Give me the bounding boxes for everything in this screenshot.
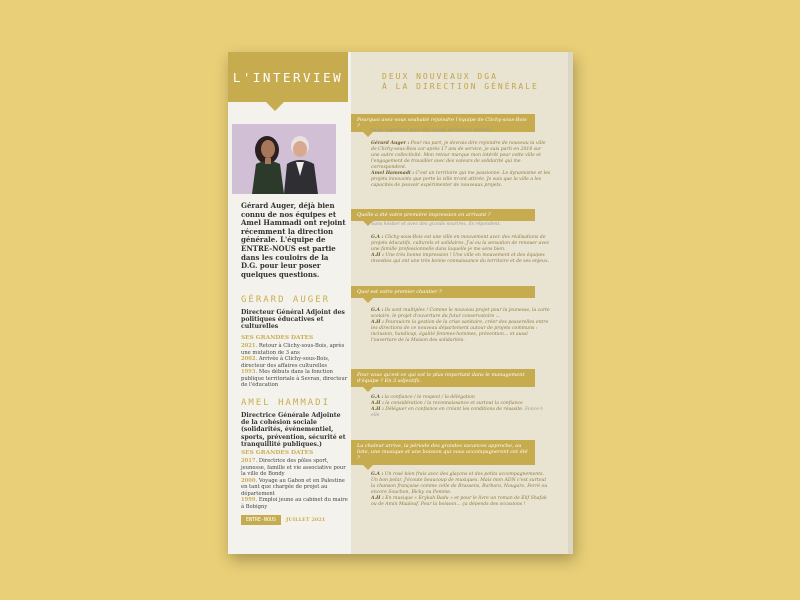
- answer: [371, 253, 551, 265]
- question-bubble: [351, 440, 535, 465]
- speaker: G.A :: [371, 308, 384, 313]
- answer-text: Ils sont multiples ! Comme le nouveau projet pour la jeunesse, la carte scolaire, le projet d'ouverture du futur conservatoire ...: [371, 308, 550, 319]
- person1-name: GÉRARD AUGER: [241, 295, 331, 305]
- date-text: Mes débuts dans la fonction publique territoriale à Sevran, directeur de l'éducation: [241, 369, 348, 388]
- date-year: 2017.: [241, 458, 258, 464]
- answer: [371, 496, 551, 508]
- answer-block: [371, 128, 551, 134]
- date-entry: [241, 458, 349, 478]
- answer-text: la considération / la reconnaissance et surtout la confiance: [385, 401, 523, 406]
- question-bubble: [351, 369, 535, 387]
- answer-block: [371, 395, 551, 419]
- answer-text: C'est un territoire qui me passionne. Le dynamisme et les projets innovants que porte la ville m'ont attirée. Je suis que la ville a les capacités de pouvoir expérimenter de nouveaux projets.: [371, 171, 551, 188]
- speaker: A.H :: [371, 407, 384, 412]
- answer: [371, 235, 551, 253]
- stage-note: Fonce-t-elle: [371, 407, 544, 418]
- person2-name: AMEL HAMMADI: [241, 398, 331, 408]
- answer-text: Clichy-sous-Bois est une ville en mouvement avec des réalisations de projets éducatifs, culturels et solidaires. J'ai eu la sensation de renouer avec une famille professionnelle dans laquelle je me sens bien.: [371, 235, 550, 252]
- date-year: 1993.: [241, 369, 258, 375]
- portrait-photo: [232, 124, 336, 194]
- date-year: 2002.: [241, 356, 258, 362]
- speaker: A.H :: [371, 253, 384, 258]
- answer-text: Pour ma part, je devrais dire rejoindre de nouveau la ville de Clichy-sous-Bois car après 17 ans de service, je suis parti en 2018 sur une autre collectivité. Mon retour marque mon intérêt pour cette ville et l'engagement de travailler avec des valeurs de solidarité qui me correspondent.: [371, 141, 546, 170]
- portrait-photo-image: [232, 124, 336, 194]
- question-text: Pour vous qu'est-ce qui est le plus important dans le management d'équipe ? En 3 adjectifs.: [357, 372, 525, 385]
- speaker: G.A :: [371, 472, 384, 477]
- answer-block: [371, 472, 551, 508]
- bubble-tail: [363, 298, 373, 303]
- speaker: G.A :: [371, 235, 384, 240]
- entre-nous-logo: ENTRE-NOUS: [241, 515, 281, 525]
- question-bubble: [351, 209, 535, 221]
- answer-text: Une très bonne impression ! Une ville en mouvement et des équipes investies qui ont une très bonne connaissance du territoire et de ses enjeux.: [371, 253, 550, 264]
- person2-role: Directrice Générale Adjointe de la cohésion sociale (solidarités, événementiel, sports, prévention, sécurité et tranquillité publiques.): [241, 412, 346, 448]
- answer: [371, 407, 551, 419]
- speaker: Gérard Auger :: [371, 141, 410, 146]
- interview-header-box: [228, 52, 348, 102]
- date-entry: [241, 478, 349, 498]
- answer-text: la confiance / le respect / la délégation: [384, 395, 475, 400]
- question-bubble: [351, 286, 535, 298]
- magazine-page: [228, 52, 573, 554]
- answer: [371, 320, 551, 344]
- question-text: La chaleur arrive, la période des grandes vacances approche, au liste, une musique et une boisson qui vous accompagneront cet été ?: [357, 443, 528, 462]
- bubble-tail: [363, 387, 373, 392]
- date-text: Emploi jeune au cabinet du maire à Bobigny: [241, 497, 348, 510]
- person1-role: Directeur Général Adjoint des politiques éducatives et culturelles: [241, 309, 345, 331]
- page-title: L'INTERVIEW: [232, 70, 344, 85]
- date-entry: [241, 343, 349, 356]
- subtitle-line-1: DEUX NOUVEAUX DGA: [382, 72, 498, 81]
- page-subtitle: [382, 72, 572, 92]
- date-text: Arrivée à Clichy-sous-Bois, directeur des affaires culturelles: [241, 356, 330, 369]
- answer-block: [371, 141, 551, 189]
- date-year: 1999.: [241, 497, 258, 503]
- speaker: A.H :: [371, 320, 384, 325]
- answer-block: [371, 235, 551, 265]
- date-year: 2021.: [241, 343, 258, 349]
- issue-date: JUILLET 2021: [286, 517, 326, 523]
- speaker: A.H :: [371, 401, 384, 406]
- answer: [371, 308, 551, 320]
- date-text: Voyage au Gabon et en Palestine en tant que chargée de projet au département: [241, 477, 345, 497]
- header-speech-tail: [266, 102, 284, 111]
- speaker: Amel Hammadi :: [371, 171, 414, 176]
- speaker: G.A :: [371, 395, 384, 400]
- question-text: Quelle a été votre première impression en arrivant ?: [357, 212, 491, 218]
- answer: [371, 171, 551, 189]
- page-edge: [568, 52, 573, 554]
- person2-dates: [241, 458, 349, 510]
- question-text: Pourquoi avez-vous souhaité rejoindre l'équipe de Clichy-sous-Bois ?: [357, 117, 527, 130]
- answer-block: [371, 222, 551, 228]
- date-text: Retour à Clichy-sous-Bois, après une mutation de 3 ans: [241, 343, 345, 356]
- answer-text: Déléguer en confiance en créant les conditions de réussite.: [385, 407, 524, 412]
- answer-text: En musique « Erykah Badu » et pour le livre un roman de Elif Shafak ou de Amin Maalouf. Pour la boisson… ça dépends des occasions !: [371, 496, 547, 507]
- question-text: Quel est votre premier chantier ?: [357, 289, 442, 295]
- date-text: Directrice des pôles sport, jeunesse, famille et vie associative pour la ville de Bondy: [241, 458, 346, 477]
- date-entry: [241, 369, 349, 389]
- bubble-tail: [363, 465, 373, 470]
- answer: [371, 141, 551, 171]
- subtitle-line-2: À LA DIRECTION GÉNÉRALE: [382, 82, 539, 91]
- intro-text: Gérard Auger, déjà bien connu de nos équipes et Amel Hammadi ont rejoint récemment la direction générale. L'équipe de ENTRE-NOUS est partie dans les couloirs de la D.G. pour leur poser quelques questions.: [241, 201, 346, 279]
- answer-text: Poursuivre la gestion de la crise sanitaire, créer des passerelles entre les directions de ce nouveau département autour de projets communs : inclusion, handicap, égalité femmes-hommes, prévention… et aussi l'ouverture de la Maison des solidarités.: [371, 320, 549, 343]
- person1-dates: [241, 343, 349, 389]
- answer: [371, 472, 551, 496]
- speaker: A.H :: [371, 496, 384, 501]
- date-year: 2000.: [241, 477, 258, 484]
- person1-dates-label: SES GRANDES DATES: [241, 335, 314, 341]
- person2-dates-label: SES GRANDES DATES: [241, 450, 314, 456]
- date-entry: [241, 356, 349, 369]
- stage-note: Ils se regardent pour voir lequel parlera en premier.: [371, 128, 494, 133]
- stage-note: Sans hésiter et avec des grands sourires, ils répondent.: [371, 222, 501, 227]
- answer-text: Un rosé bien frais avec des glaçons et des petits accompagnements. Un bon polar. J'écoute beaucoup de musiques. Mais mon ADN c'est surtout la chanson française comme celle de Brassens, Barbara, Nougaro, Ferré ou encore Souchon, Bicky ou Pomme.: [371, 472, 548, 495]
- answer-block: [371, 308, 551, 344]
- date-entry: [241, 497, 349, 510]
